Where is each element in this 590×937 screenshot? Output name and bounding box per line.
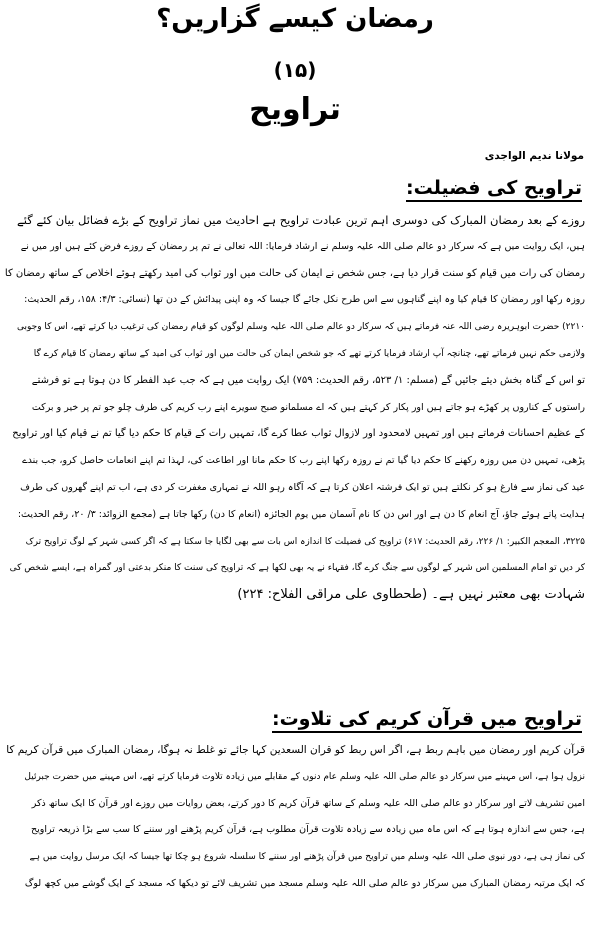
article-subtitle: تراویح <box>249 92 341 127</box>
text-line: روزے کے بعد رمضان المبارک کی دوسری اہم ترین عبادت تراویح ہے احادیث میں نماز تراویح کے بڑے فضائل بیان کئے گئے <box>17 213 585 227</box>
text-line: کی نماز ہی ہے، دور نبوی صلی اللہ علیہ وسلم میں تراویح میں قرآن پڑھنے اور سننے کا سلسلہ شروع ہو چکا تھا جیسا کہ ایک مرسل روایت میں ہے <box>29 852 585 863</box>
section-body-virtue <box>5 207 585 609</box>
heading-underline <box>272 731 582 733</box>
text-line: امین تشریف لاتے اور سرکار دو عالم صلی اللہ علیہ وسلم کے ساتھ قرآن کریم کا دور کرتے، بعض روایات میں روزے اور قرآن کا ایک ساتھ ذکر <box>31 797 585 809</box>
text-line: ولازمی حکم نہیں فرماتے تھے، چنانچہ آپ ارشاد فرمایا کرتے تھے کہ جو شخص ایمان کی حالت میں اور ثواب کی امید کے ساتھ رمضان کا قیام کرے گا <box>33 348 585 359</box>
text-line: ہے، جس سے اندازہ ہوتا ہے کہ اس ماہ میں زیادہ سے زیادہ تلاوت قرآن مطلوب ہے، قرآن کریم پڑھنے اور سننے کا سب سے بڑا ذریعہ تراویح <box>31 824 585 836</box>
text-line: ہیں، ایک روایت میں ہے کہ سرکار دو عالم صلی اللہ علیہ وسلم نے ارشاد فرمایا: اللہ تعالی نے تم پر رمضان کے روزے فرض کئے ہیں اور میں نے <box>20 240 585 252</box>
text-line: ۲۲۱۰) حضرت ابوہریرہ رضی اللہ عنہ فرماتے ہیں کہ سرکار دو عالم صلی اللہ علیہ وسلم لوگوں کو قیام رمضان کی ترغیب دیا کرتے تھے، اس کا وجوبی <box>16 322 585 333</box>
text-line: رمضان کی رات میں قیام کو سنت قرار دیا ہے، جس شخص نے ایمان کی حالت میں اور ثواب کی امید رکھتے ہوئے اخلاص کے ساتھ رمضان کا <box>5 267 585 279</box>
text-line: ۳۲۲۵، المعجم الکبیر: ۱/ ۲۲۶، رقم الحدیث: ۶۱۷) تراویح کی فضیلت کا اندازہ اس بات سے بھی لگایا جا سکتا ہے کہ اگر کسی شہر کے لوگ تراویح ترک <box>25 536 585 547</box>
text-line: راستوں کے کناروں پر کھڑے ہو جاتے ہیں اور پکار کر کہتے ہیں کہ اے مسلمانو صبح سویرے اپنے رب کریم کی طرف چلو جو تم پر خیر و برکت <box>31 401 585 413</box>
text-line: کہ ایک مرتبہ رمضان المبارک میں سرکار دو عالم صلی اللہ علیہ وسلم مسجد میں تشریف لائے تو دیکھا کہ مسجد کے ایک گوشے میں کچھ لوگ <box>24 877 585 889</box>
text-line: عید کی نماز سے فارغ ہو کر نکلتے ہیں تو ایک فرشتہ اعلان کرتا ہے کہ آگاہ رہو اللہ نے تمہاری مغفرت کر دی ہے، اب تم اپنے گھروں کی طرف <box>20 481 585 493</box>
section-heading-virtue <box>406 177 582 199</box>
heading-underline <box>406 200 582 202</box>
text-line: ہدایت پاتے ہوئے جاؤ، آج انعام کا دن ہے اور اس دن کا نام آسمان میں یوم الجائزہ (انعام کا دن) رکھا جاتا ہے (مجمع الزوائد: ۳/ ۲۰، رقم الحدیث: <box>17 508 585 520</box>
section-heading-recitation <box>272 708 582 730</box>
text-line: قرآن کریم اور رمضان میں باہم ربط ہے، اگر اس ربط کو قران السعدین کہا جائے تو غلط نہ ہوگا، رمضان المبارک میں قرآن کریم کا <box>6 744 585 756</box>
section-body-recitation <box>5 737 585 898</box>
text-line: شہادت بھی معتبر نہیں ہے۔ (طحطاوی علی مراقی الفلاح: ۲۲۴) <box>237 587 585 603</box>
article-title: رمضان کیسے گزاریں؟ <box>156 4 434 34</box>
series-number: (۱۵) <box>273 58 317 82</box>
text-line: تو اس کے گناہ بخش دیئے جائیں گے (مسلم: ۱/ ۵۲۳، رقم الحدیث: ۷۵۹) ایک روایت میں ہے کہ جب عید الفطر کا دن ہوتا ہے تو فرشتے <box>31 374 585 386</box>
section-heading-virtue-text: تراویح کی فضیلت: <box>406 177 582 199</box>
section-heading-recitation-text: تراویح میں قرآن کریم کی تلاوت: <box>271 708 582 730</box>
author-name: مولانا ندیم الواجدی <box>484 150 584 162</box>
text-line: کر دیں تو امام المسلمین اس شہر کے لوگوں سے جنگ کرے گا، فقہاء نے یہ بھی لکھا ہے کہ تراویح کی سنت کا منکر بدعتی اور گمراہ ہے، ایسے شخص کی <box>9 563 585 574</box>
text-line: پڑھی، تمہیں دن میں روزہ رکھنے کا حکم دیا گیا تم نے روزہ رکھا اپنے رب کا حکم مانا اور اطاعت کی، لہذا تم اپنے انعامات حاصل کرو، جب بندے <box>22 455 585 467</box>
text-line: روزہ رکھا اور رمضان کا قیام کیا وہ اپنے گناہوں سے اس طرح نکل جائے گا جیسا کہ وہ اپنی پیدائش کے دن تھا (نسائی: ۴/۳: ۱۵۸، رقم الحدیث: <box>24 294 585 306</box>
text-line: نزول ہوا ہے، اس مہینے میں سرکار دو عالم صلی اللہ علیہ وسلم عام دنوں کے مقابلے میں زیادہ تلاوت فرمایا کرتے تھے، اس مہینے میں حضرت جبرئیل <box>24 771 585 782</box>
text-line: کے عظیم احسانات فرماتے ہیں اور تمہیں لامحدود اور لازوال ثواب عطا کرے گا، تمہیں رات کے قیام کا حکم دیا گیا تم نے قیام کیا اور تراویح <box>12 428 585 440</box>
